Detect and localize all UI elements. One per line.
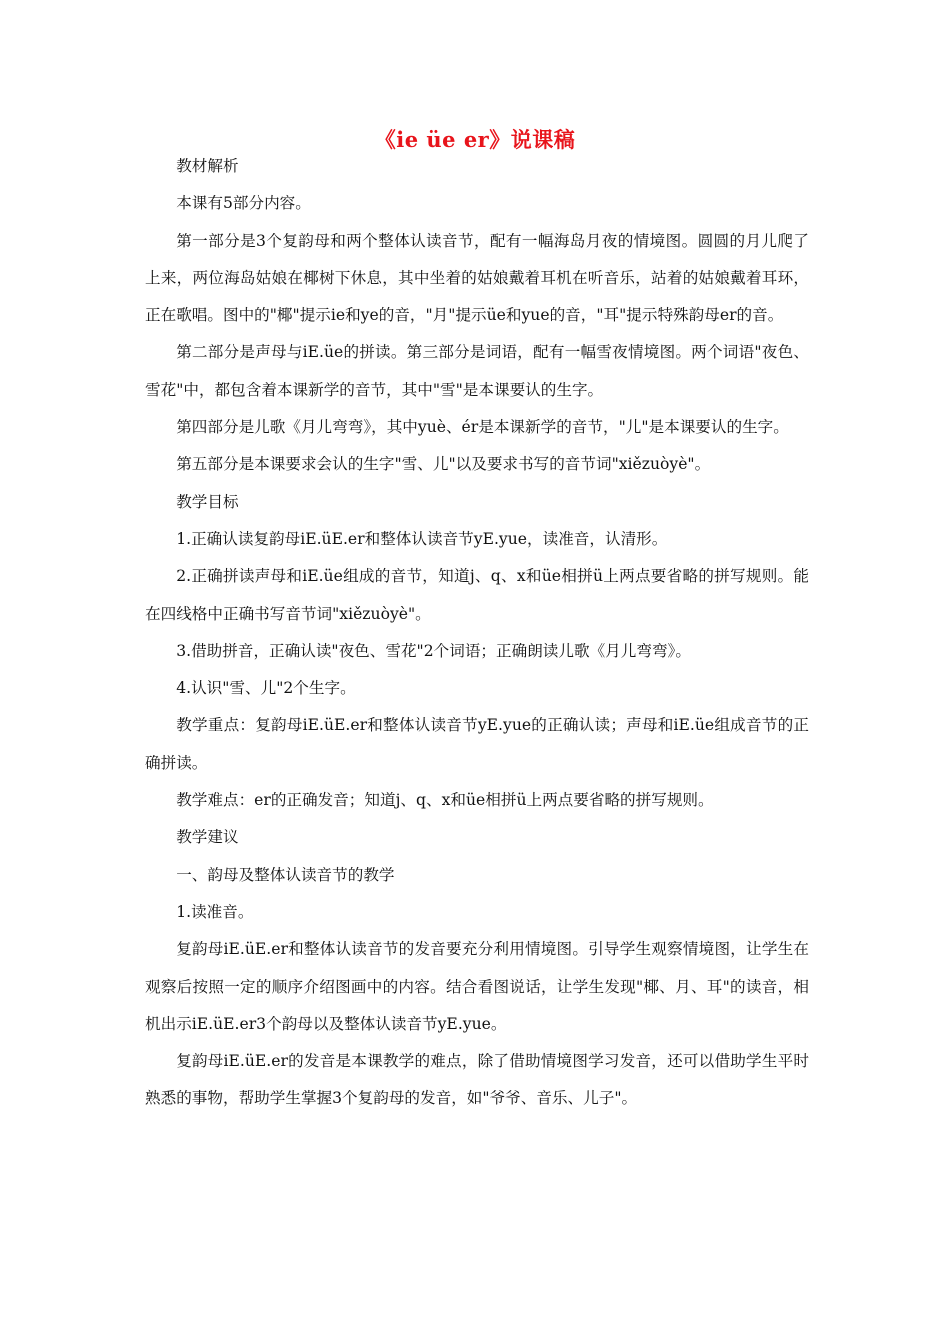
paragraph: 第一部分是3个复韵母和两个整体认读音节，配有一幅海岛月夜的情境图。圆圆的月儿爬了上来，两位海岛姑娘在椰树下休息，其中坐着的姑娘戴着耳机在听音乐，站着的姑娘戴着耳环，正在歌唱。图中的"椰"提示ie和ye的音，"月"提示üe和yue的音，"耳"提示特殊韵母er的音。 bbox=[145, 231, 809, 325]
list-item: 1.正确认读复韵母iE.üE.er和整体认读音节yE.yue，读准音，认清形。 bbox=[176, 529, 668, 548]
document-title: 《ie üe er》说课稿 bbox=[374, 127, 576, 152]
section-heading: 教学目标 bbox=[176, 492, 239, 511]
paragraph: 本课有5部分内容。 bbox=[176, 194, 311, 213]
paragraph: 教学重点：复韵母iE.üE.er和整体认读音节yE.yue的正确认读；声母和iE.üe组成音节的正确拼读。 bbox=[145, 716, 809, 772]
section-heading: 教材解析 bbox=[176, 157, 239, 175]
document-body bbox=[145, 148, 809, 1118]
paragraph: 第四部分是儿歌《月儿弯弯》，其中yuè、ér是本课新学的音节，"儿"是本课要认的生字。 bbox=[176, 418, 789, 437]
paragraph: 第二部分是声母与iE.üe的拼读。第三部分是词语，配有一幅雪夜情境图。两个词语"夜色、雪花"中，都包含着本课新学的音节，其中"雪"是本课要认的生字。 bbox=[145, 343, 809, 399]
paragraph: 第五部分是本课要求会认的生字"雪、儿"以及要求书写的音节词"xiězuòyè"。 bbox=[176, 455, 711, 474]
paragraph: 教学难点：er的正确发音；知道j、q、x和üe相拼ü上两点要省略的拼写规则。 bbox=[176, 791, 714, 810]
paragraph: 复韵母iE.üE.er和整体认读音节的发音要充分利用情境图。引导学生观察情境图，让学生在观察后按照一定的顺序介绍图画中的内容。结合看图说话，让学生发现"椰、月、耳"的读音，相机出示iE.üE.er3个韵母以及整体认读音节yE.yue。 bbox=[145, 940, 809, 1033]
list-item: 4.认识"雪、儿"2个生字。 bbox=[176, 679, 356, 698]
paragraph: 复韵母iE.üE.er的发音是本课教学的难点，除了借助情境图学习发音，还可以借助学生平时熟悉的事物，帮助学生掌握3个复韵母的发音，如"爷爷、音乐、儿子"。 bbox=[145, 1052, 809, 1108]
list-item: 2.正确拼读声母和iE.üe组成的音节，知道j、q、x和üe相拼ü上两点要省略的拼写规则。能在四线格中正确书写音节词"xiězuòyè"。 bbox=[145, 567, 809, 623]
section-heading: 教学建议 bbox=[176, 828, 239, 847]
subsection-heading: 一、韵母及整体认读音节的教学 bbox=[176, 865, 395, 884]
list-item: 3.借助拼音，正确认读"夜色、雪花"2个词语；正确朗读儿歌《月儿弯弯》。 bbox=[176, 641, 691, 660]
list-item: 1.读准音。 bbox=[176, 902, 254, 921]
